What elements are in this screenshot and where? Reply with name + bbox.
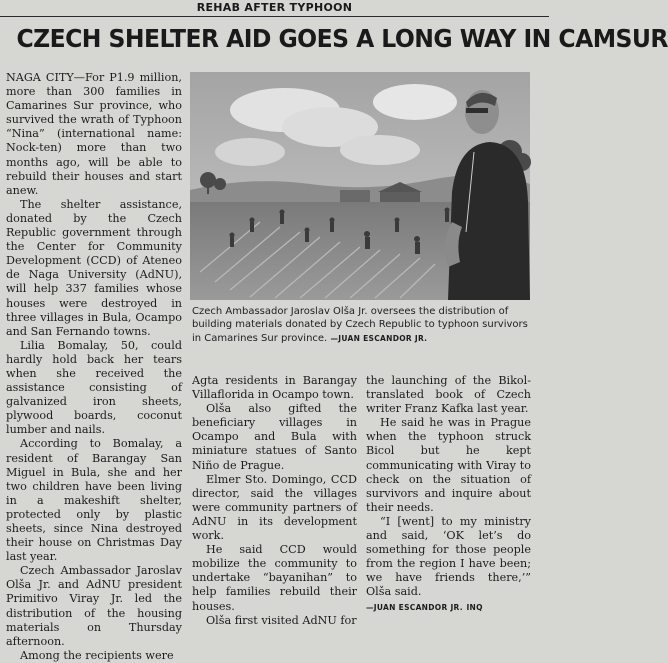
photo-credit: —JUAN ESCANDOR JR. — [330, 333, 428, 343]
paragraph: Lilia Bomalay, 50, could hardly hold back her tears when she received the assistance consisting of galvanized iron sheets, plywood boards, coconut lumber and nails. — [6, 338, 182, 437]
paragraph: Olša first visited AdNU for — [206, 613, 357, 627]
paragraph: NAGA CITY—For P1.9 million, more than 300 families in Camarines Sur province, who survived the wrath of Typhoon “Nina” (international name: Nock-ten) more than two months ago, will be able to rebuild their houses and start anew. — [6, 71, 182, 197]
paragraph: Czech Ambassador Jaroslav Olša Jr. and AdNU president Primitivo Viray Jr. led the distribution of the housing materials on Thursday afternoon. — [6, 564, 182, 648]
news-photo — [190, 72, 530, 300]
paragraph: Elmer Sto. Domingo, CCD director, said the villages were community partners of AdNU in its development work. — [192, 472, 357, 543]
headline: CZECH SHELTER AID GOES A LONG WAY IN CAMSUR — [16, 24, 668, 53]
caption-text: Czech Ambassador Jaroslav Olša Jr. oversees the distribution of building materials donated by Czech Republic to typhoon survivors in Camarines Sur province. — [192, 306, 528, 344]
paragraph: The shelter assistance, donated by the Czech Republic government through the Center for Community Development (CCD) of Ateneo de Naga University (AdNU), will help 337 families whose houses were destroyed in three villages in Bula, Ocampo and San Fernando towns. — [6, 197, 182, 338]
section-kicker: REHAB AFTER TYPHOON — [196, 1, 353, 14]
source-tag: INQ — [466, 602, 483, 612]
paragraph: “I [went] to my ministry and said, ‘OK let’s do something for those people from the region I have been; we have friends there,’” Olša said. — [366, 514, 531, 599]
paragraph: Olša also gifted the beneficiary villages in Ocampo and Bula with miniature statues of Santo Niño de Prague. — [192, 402, 357, 472]
byline: —JUAN ESCANDOR JR. — [366, 602, 463, 612]
article-column-2 — [192, 374, 357, 628]
article-column-3 — [366, 374, 531, 615]
paragraph: Among the recipients were — [20, 648, 174, 662]
byline-line — [366, 600, 531, 615]
article-column-1 — [6, 71, 182, 663]
paragraph: Agta residents in Barangay Villaflorida in Ocampo town. — [192, 374, 357, 402]
paragraph: According to Bomalay, a resident of Barangay San Miguel in Bula, she and her two children have been living in a makeshift shelter, protected only by plastic sheets, since Nina destroyed their house on Christmas Day last year. — [6, 437, 182, 564]
paragraph: He said he was in Prague when the typhoon struck Bicol but he kept communicating with Viray to check on the situation of survivors and inquire about their needs. — [366, 416, 531, 514]
kicker-bar — [0, 0, 549, 17]
photo-caption — [192, 305, 530, 345]
paragraph: He said CCD would mobilize the community to undertake “bayanihan” to help families rebuild their houses. — [192, 543, 357, 613]
paragraph: the launching of the Bikol-translated book of Czech writer Franz Kafka last year. — [366, 374, 531, 416]
